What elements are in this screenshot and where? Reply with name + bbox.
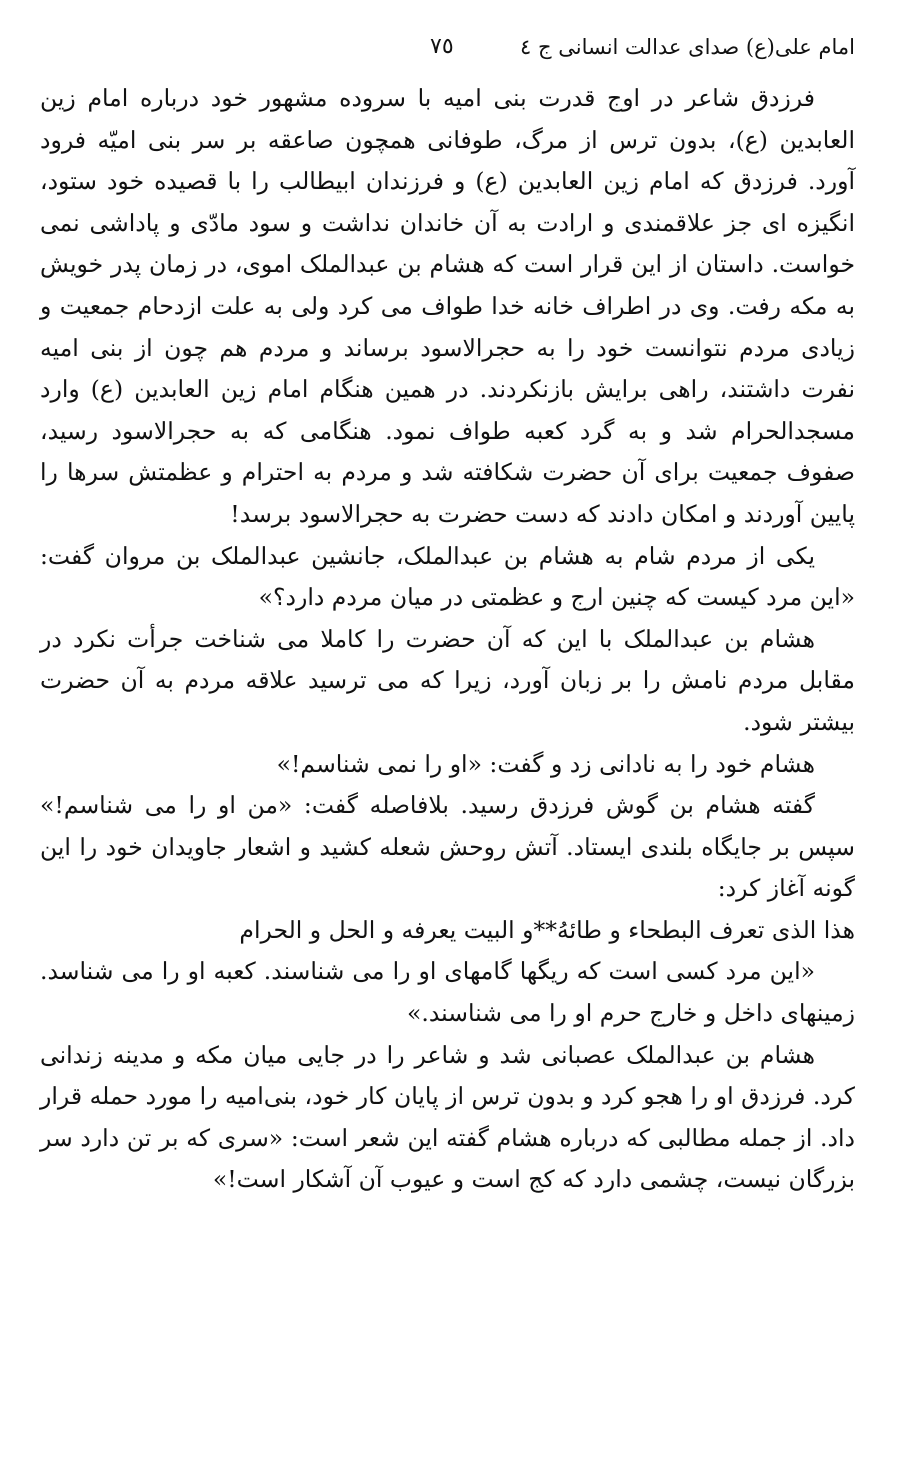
- paragraph: هشام بن عبدالملک با این که آن حضرت را کاملا می شناخت جرأت نکرد در مقابل مردم نامش را بر زبان آورد، زیرا که می ترسید علاقه مردم به آن حضرت بیشتر شود.: [40, 624, 855, 736]
- page-header: [40, 30, 855, 64]
- paragraph: فرزدق شاعر در اوج قدرت بنی امیه با سروده مشهور خود درباره امام زین العابدین (ع)، بدون ترس از مرگ، طوفانی همچون صاعقه بر سر بنی امیّه فرود آورد. فرزدق که امام زین العابدین (ع) و فرزندان ابیطالب را با قصیده خود ستود، انگیزه ای جز علاقمندی و ارادت به آن خاندان نداشت و سود مادّی و پاداشی نمی خواست. داستان از این قرار است که هشام بن عبدالملک اموی، در زمان پدر خویش به مکه رفت. وی در اطراف خانه خدا طواف می کرد ولی به علت ازدحام جمعیت و زیادی مردم نتوانست خود را به حجرالاسود برساند و مردم هم چون از بنی امیه نفرت داشتند، راهی برایش بازنکردند. در همین هنگام امام زین العابدین (ع) وارد مسجدالحرام شد و به گرد کعبه طواف نمود. هنگامی که به حجرالاسود رسید، صفوف جمعیت برای آن حضرت شکافته شد و مردم به احترام و عظمتش سرها را پایین آوردند و امکان دادند که دست حضرت به حجرالاسود برسد!: [40, 84, 856, 528]
- page-number: ٧٥: [430, 34, 454, 59]
- paragraph: یکی از مردم شام به هشام بن عبدالملک، جانشین عبدالملک بن مروان گفت: «این مرد کیست که چنین ارج و عظمتی در میان مردم دارد؟»: [40, 541, 855, 612]
- paragraph: گفته هشام بن گوش فرزدق رسید. بلافاصله گفت: «من او را می شناسم!» سپس بر جایگاه بلندی ایستاد. آتش روحش شعله کشید و اشعار جاویدان خود را این گونه آغاز کرد:: [40, 791, 855, 903]
- paragraph: هشام خود را به نادانی زد و گفت: «او را نمی شناسم!»: [276, 749, 815, 778]
- verse-translation: «این مرد کسی است که ریگها گامهای او را می شناسند. کعبه او را می شناسد. زمینهای داخل و خارج حرم او را می شناسند.»: [40, 957, 855, 1028]
- body-text: [40, 78, 855, 1201]
- document-page: [40, 30, 855, 1201]
- arabic-verse: هذا الذی تعرف البطحاء و طائهُ**و البیت یعرفه و الحل و الحرام: [239, 915, 855, 944]
- paragraph: هشام بن عبدالملک عصبانی شد و شاعر را در جایی میان مکه و مدینه زندانی کرد. فرزدق او را هجو کرد و بدون ترس از پایان کار خود، بنی‌امیه را مورد حمله قرار داد. از جمله مطالبی که درباره هشام گفته این شعر است: «سری که بر تن دارد سر بزرگان نیست، چشمی دارد که کج است و عیوب آن آشکار است!»: [40, 1040, 855, 1194]
- running-title: امام علی(ع) صدای عدالت انسانی ج ٤: [520, 35, 855, 59]
